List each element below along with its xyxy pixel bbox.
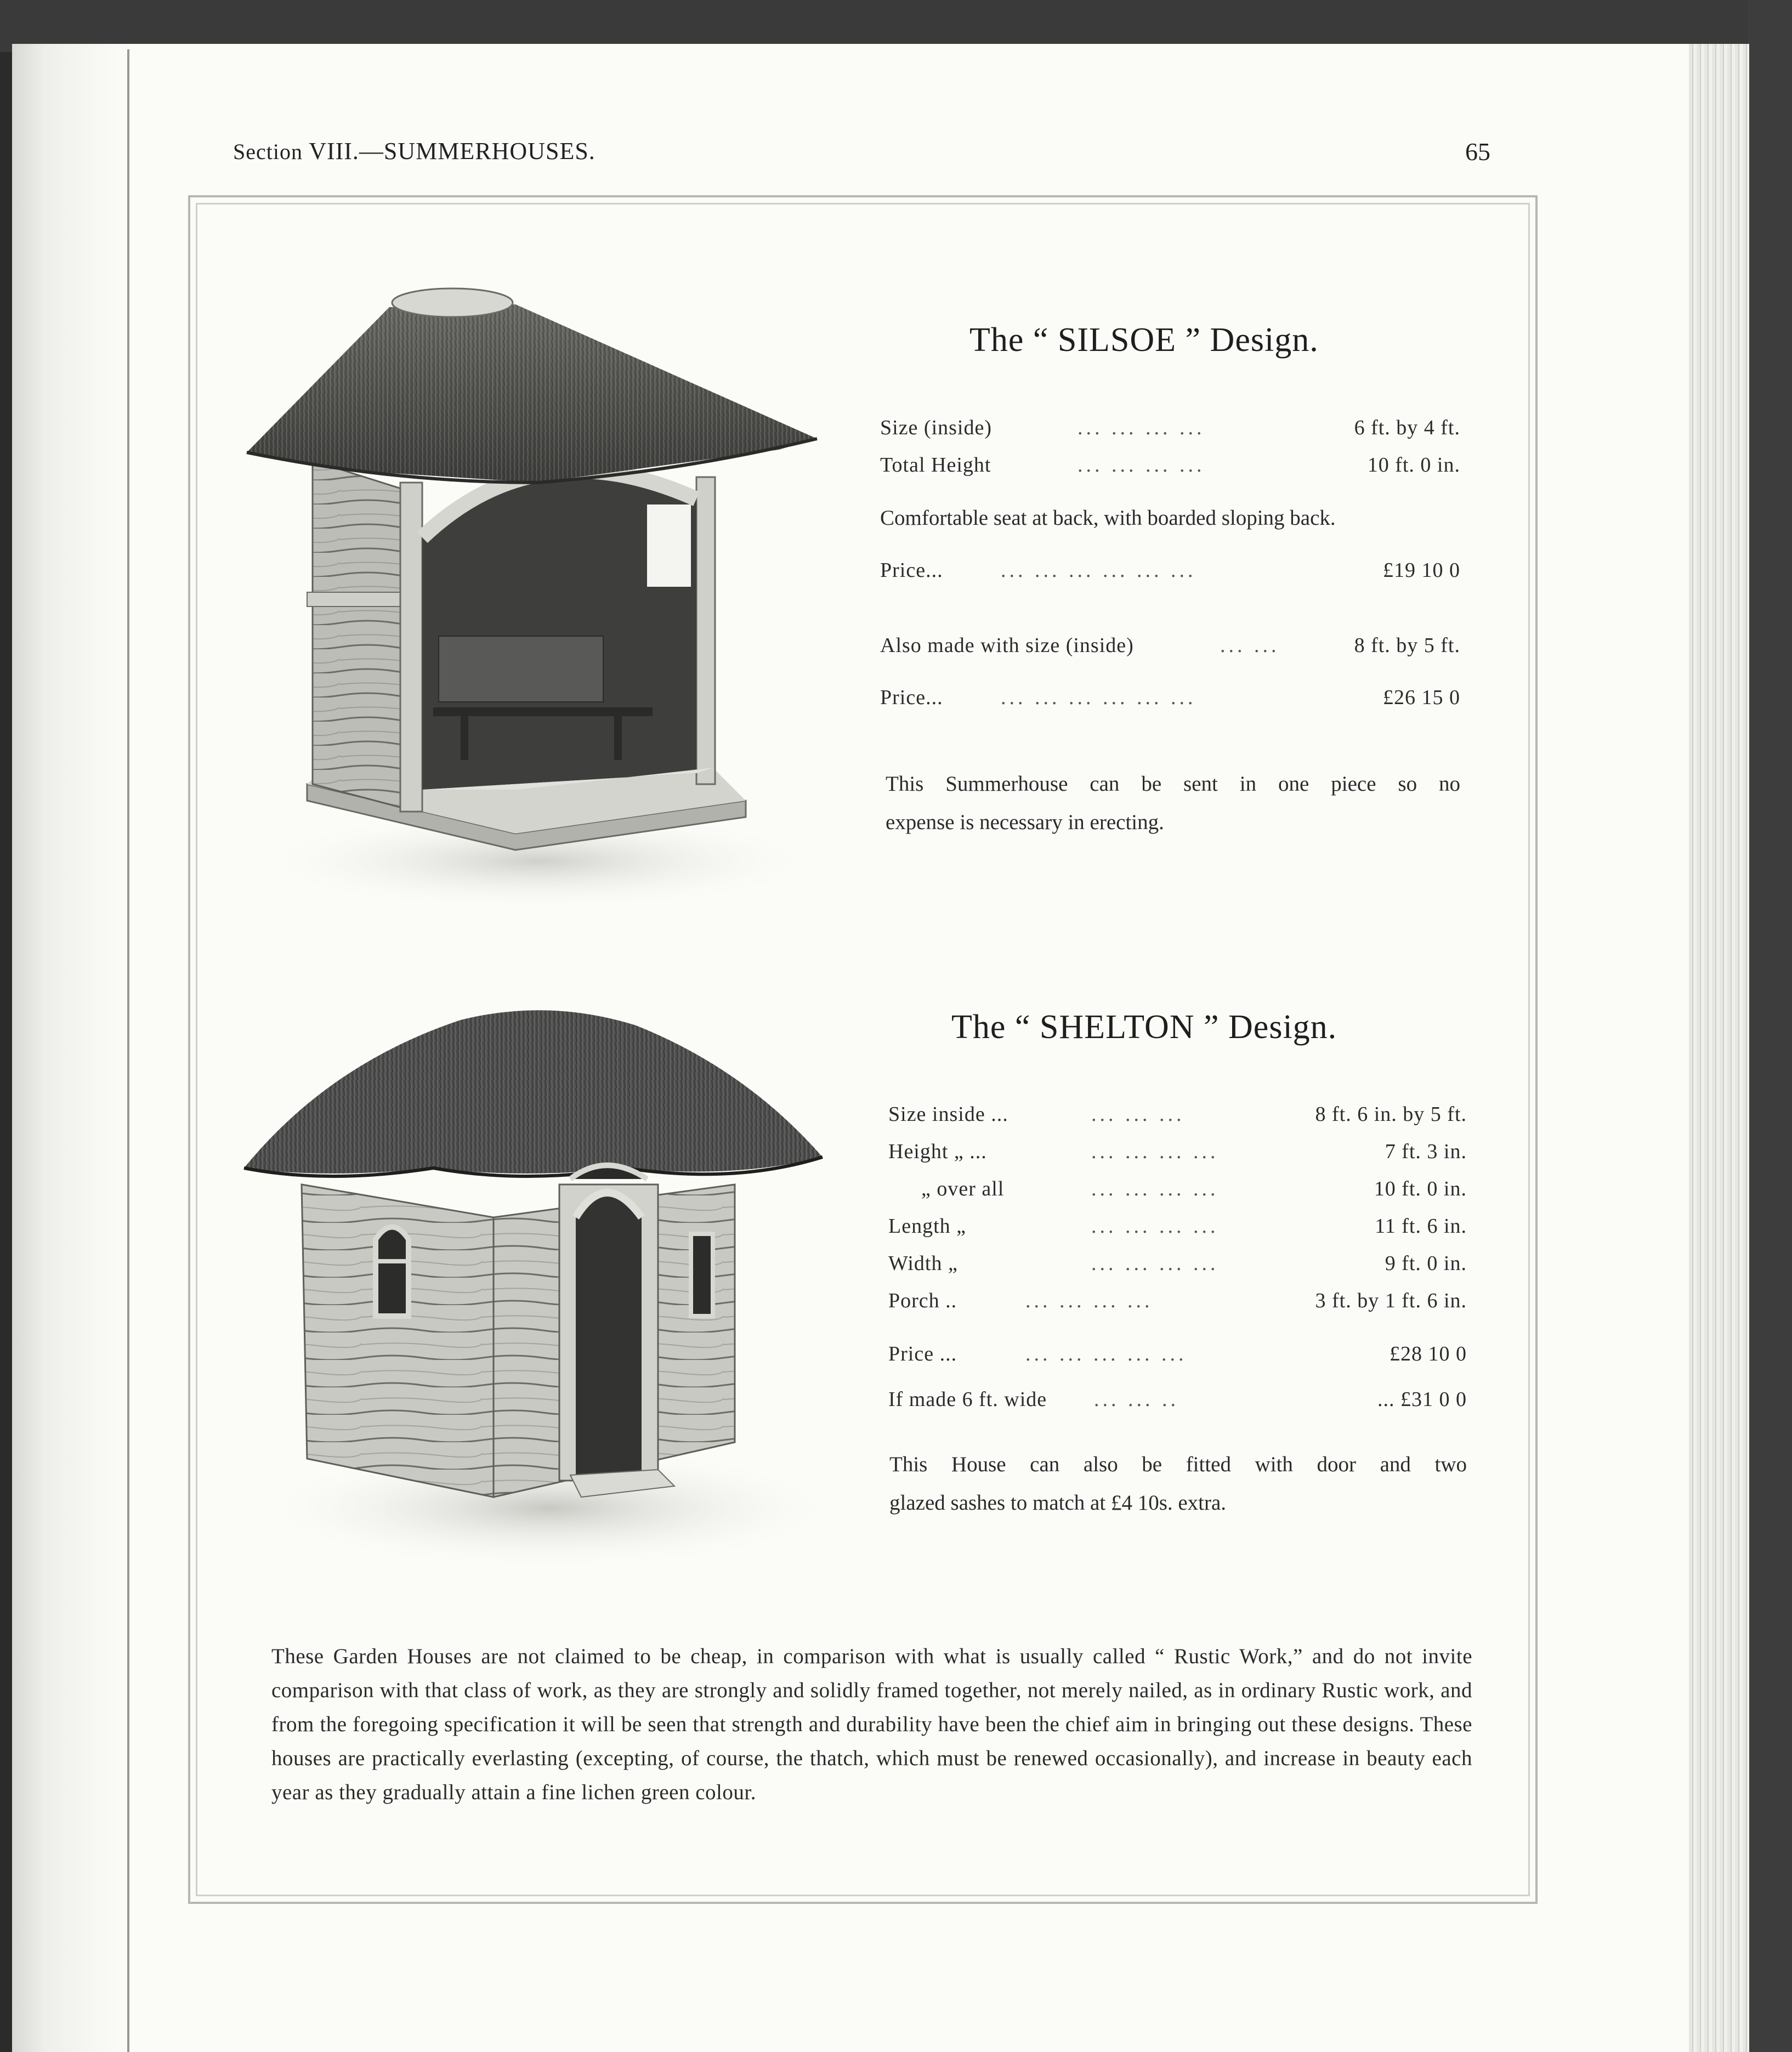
spec-label: Width „ <box>888 1252 958 1275</box>
leader-dots: ... ... ... <box>1091 1103 1185 1126</box>
book-gutter <box>12 44 133 2052</box>
silsoe-summerhouse-illustration <box>230 263 844 910</box>
leader-dots: ... ... ... ... <box>1091 1177 1219 1200</box>
garden-houses-paragraph: These Garden Houses are not claimed to be cheap, in comparison with what is usually called “ Rustic Work,” and do not invite comparison with that class of work, as they are strongly and solidly framed together, not merely nailed, as in ordinary Rustic work, and from the foregoing specification it will be seen that strength and durability have been the chief aim in bringing out these designs. These houses are practically everlasting (excepting, of course, the thatch, which must be renewed occasionally), and increase in beauty each year as they gradually attain a fine lichen green colour. <box>271 1645 1472 1804</box>
spec-label: Size (inside) <box>880 416 993 439</box>
book-cover-right <box>1748 0 1792 2052</box>
price-value: £19 10 0 <box>1383 559 1460 582</box>
spec-value: 3 ft. by 1 ft. 6 in. <box>1315 1289 1467 1312</box>
spec-label: „ over all <box>921 1177 1005 1200</box>
spec-value: 8 ft. 6 in. by 5 ft. <box>1315 1103 1467 1126</box>
price-label: Price ... <box>888 1342 957 1365</box>
shelton-note-line-2: glazed sashes to match at £4 10s. extra. <box>889 1491 1227 1515</box>
silsoe-design-title: The “ SILSOE ” Design. <box>969 321 1319 359</box>
section-label: Section <box>233 139 303 164</box>
shelton-note-line-1: This House can also be fitted with door and two <box>889 1453 1467 1476</box>
price-label: Price... <box>880 559 943 582</box>
shelton-design-title: The “ SHELTON ” Design. <box>951 1008 1337 1046</box>
spec-value: 9 ft. 0 in. <box>1385 1252 1467 1275</box>
spec-value: 7 ft. 3 in. <box>1385 1140 1467 1163</box>
spec-value: 6 ft. by 4 ft. <box>1354 416 1460 439</box>
price-value: £26 15 0 <box>1383 686 1460 709</box>
spec-label: Porch .. <box>888 1289 957 1312</box>
spec-value: 8 ft. by 5 ft. <box>1354 634 1460 657</box>
spec-label: Height „ ... <box>888 1140 987 1163</box>
spec-label: Also made with size (inside) <box>880 634 1134 657</box>
leader-dots: ... ... ... ... ... ... <box>1001 686 1196 709</box>
leader-dots: ... ... ... ... ... ... <box>1001 559 1196 582</box>
leader-dots: ... ... ... ... <box>1091 1252 1219 1275</box>
leader-dots: ... ... ... ... ... <box>1025 1342 1187 1365</box>
price-label: Price... <box>880 686 943 709</box>
shelton-summerhouse-illustration <box>241 1004 855 1574</box>
spec-value: 10 ft. 0 in. <box>1374 1177 1467 1200</box>
leader-dots: ... ... ... ... <box>1078 416 1205 439</box>
section-title: VIII.—SUMMERHOUSES. <box>309 138 596 165</box>
spec-value: 11 ft. 6 in. <box>1375 1215 1467 1238</box>
leader-dots: ... ... .. <box>1094 1388 1179 1411</box>
spec-label: Total Height <box>880 454 991 477</box>
silsoe-note-line-1: This Summerhouse can be sent in one piece so no <box>886 772 1460 796</box>
running-header <box>233 137 596 165</box>
leader-dots: ... ... ... ... <box>1025 1289 1153 1312</box>
spec-label: Size inside ... <box>888 1103 1008 1126</box>
leader-dots: ... ... ... ... <box>1091 1140 1219 1163</box>
page-edges <box>1689 44 1749 2052</box>
gutter-line <box>127 49 129 2052</box>
spec-value: 10 ft. 0 in. <box>1367 454 1460 477</box>
page-number: 65 <box>1465 138 1490 166</box>
silsoe-seat-note: Comfortable seat at back, with boarded sloping back. <box>880 506 1336 530</box>
spec-label: Length „ <box>888 1215 967 1238</box>
silsoe-note-line-2: expense is necessary in erecting. <box>886 810 1164 834</box>
leader-dots: ... ... <box>1220 634 1280 657</box>
leader-dots: ... ... ... ... <box>1078 454 1205 477</box>
price-value: £28 10 0 <box>1390 1342 1467 1365</box>
price-label: If made 6 ft. wide <box>888 1388 1047 1411</box>
leader-dots: ... ... ... ... <box>1091 1215 1219 1238</box>
price-value: ... £31 0 0 <box>1377 1388 1467 1411</box>
